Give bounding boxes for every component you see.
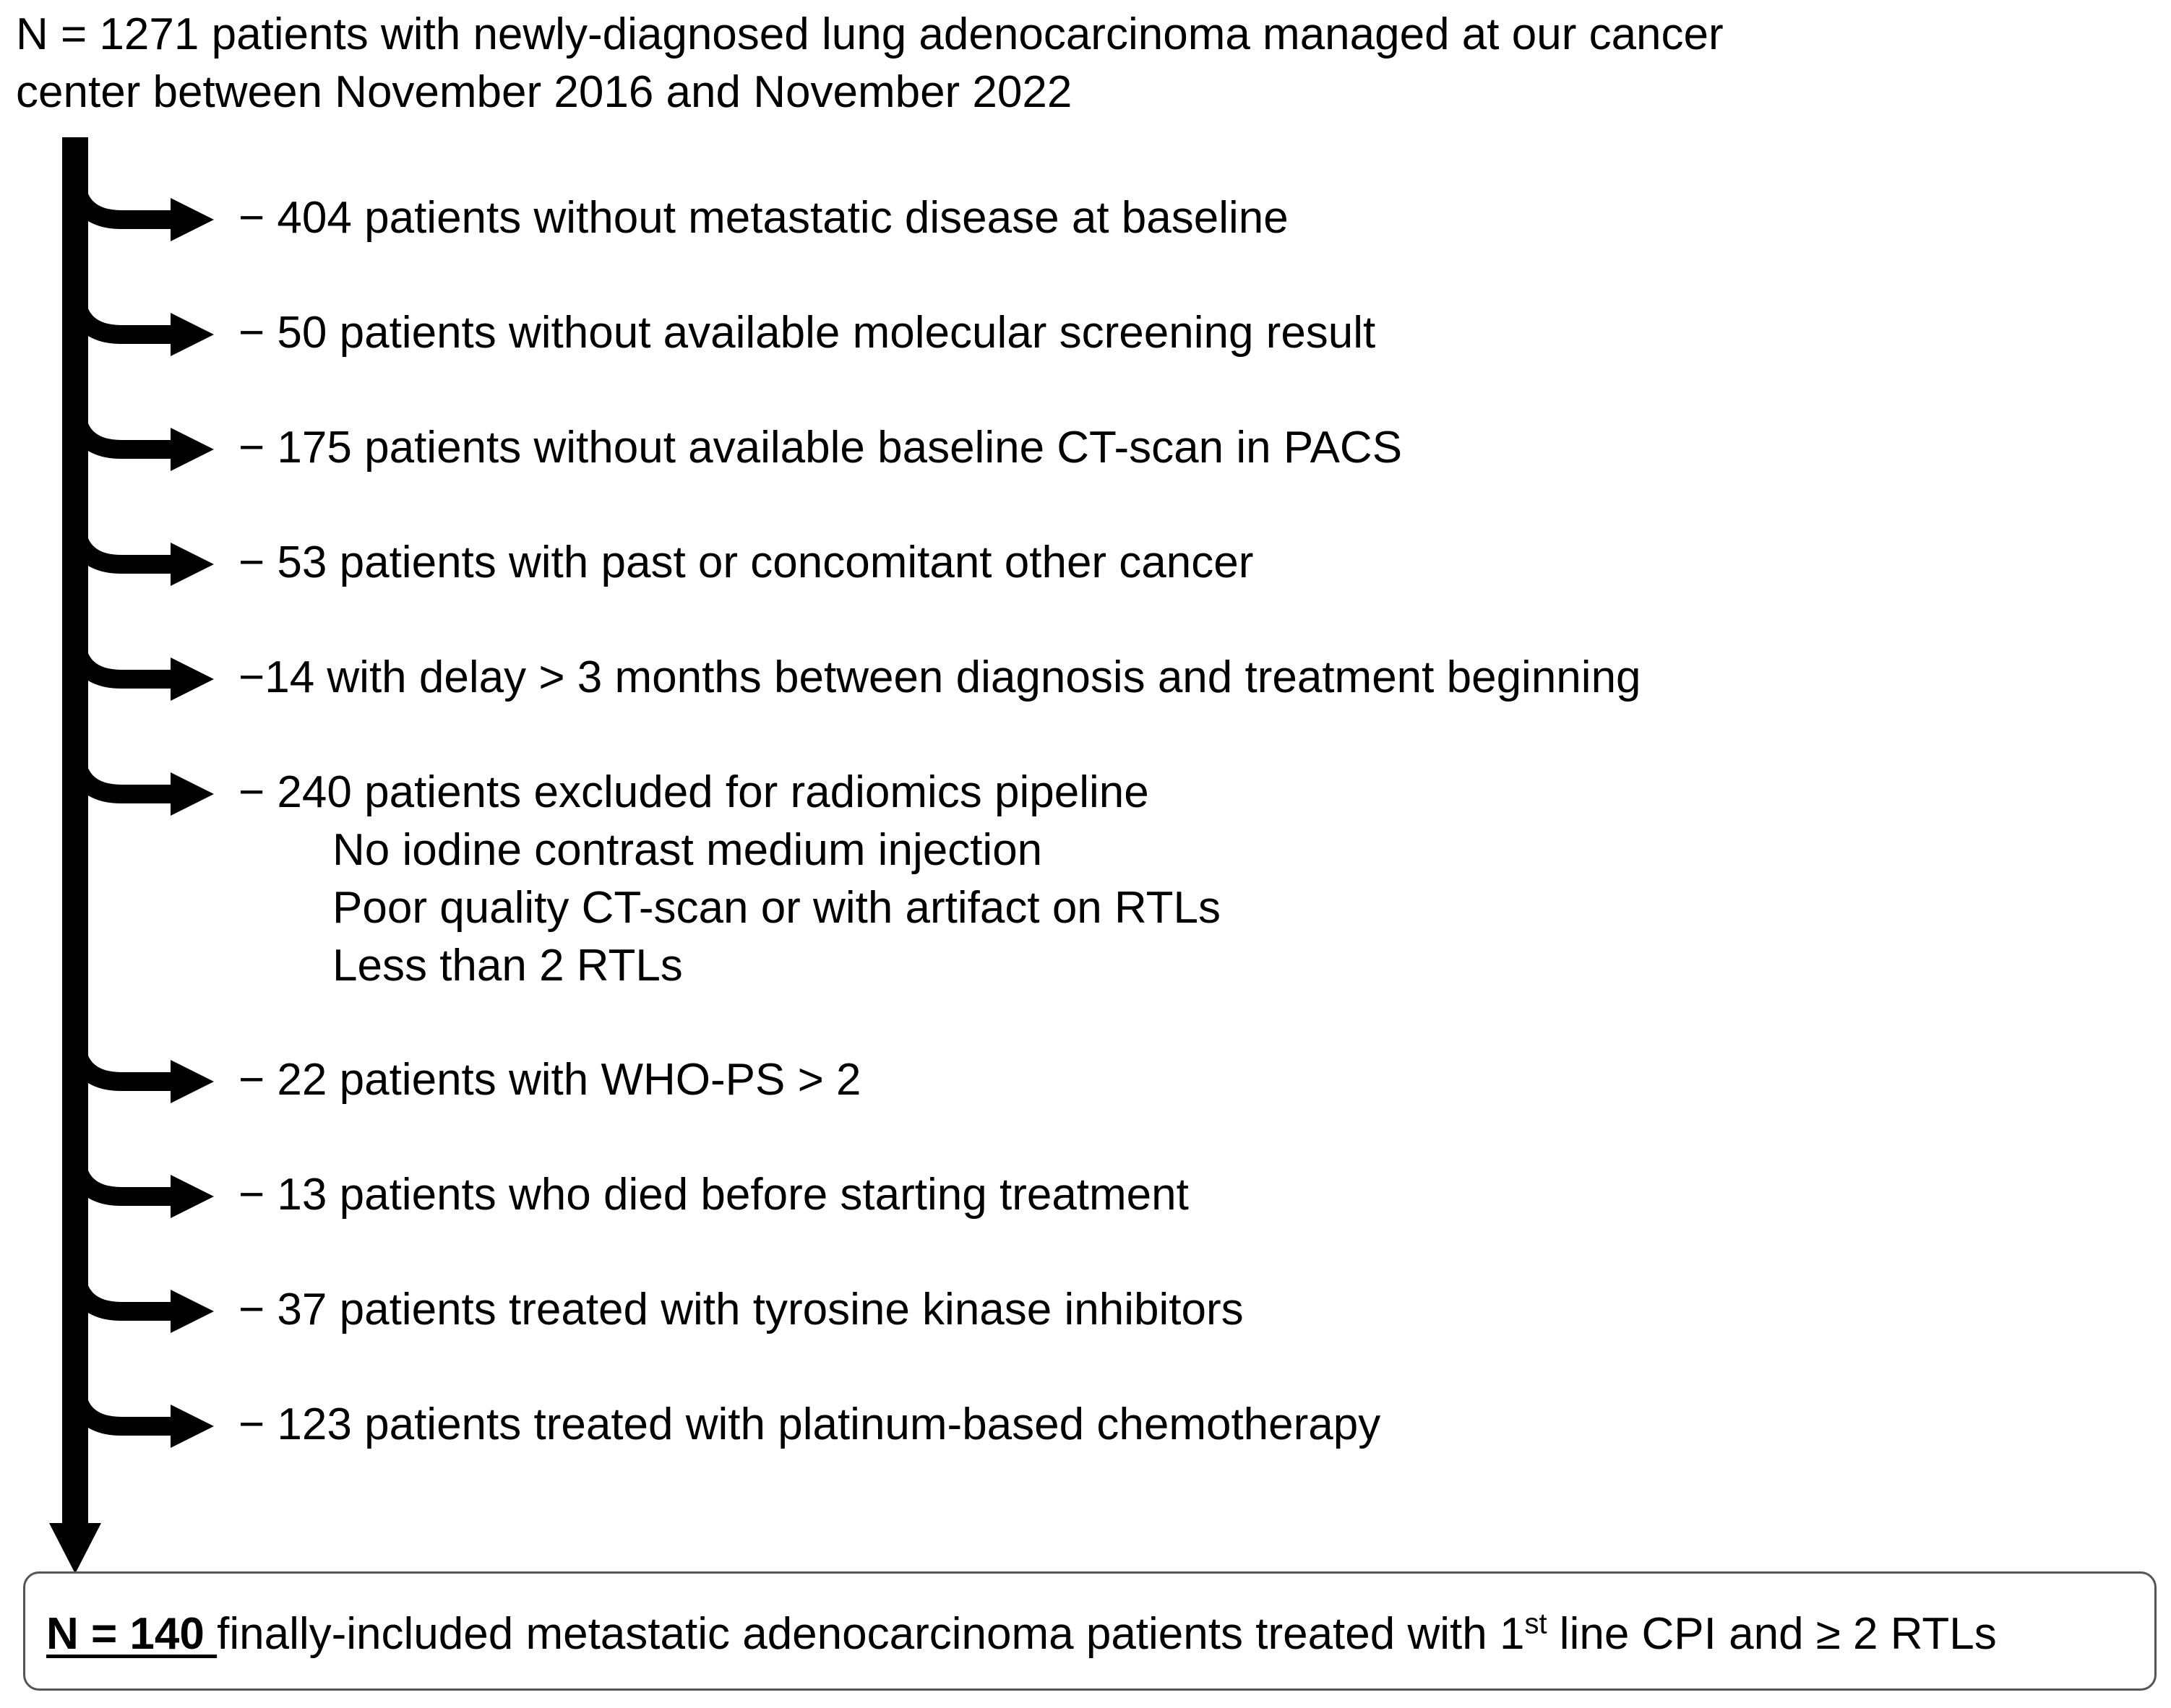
final-cohort-superscript: st xyxy=(1524,1608,1547,1640)
exclusion-text: − 37 patients treated with tyrosine kinase inhibitors xyxy=(238,1285,1244,1334)
final-cohort-description: finally-included metastatic adenocarcinoma patients treated with 1 xyxy=(217,1609,1525,1659)
branch-arrow-line xyxy=(75,1265,173,1311)
branch-arrow-line xyxy=(75,518,173,564)
cohort-header-line-1: N = 1271 patients with newly-diagnosed lung adenocarcinoma managed at our cancer xyxy=(16,9,1724,59)
branch-arrow-line xyxy=(75,288,173,335)
branch-arrows xyxy=(75,173,214,1448)
exclusion-text: − 13 patients who died before starting treatment xyxy=(238,1170,1189,1220)
branch-arrow-line xyxy=(75,748,173,794)
branch-arrowhead xyxy=(171,1290,214,1333)
exclusion-text: − 240 patients excluded for radiomics pipeline xyxy=(238,767,1149,817)
exclusion-text: − 123 patients treated with platinum-based chemotherapy xyxy=(238,1399,1381,1449)
exclusion-item xyxy=(238,534,1253,592)
branch-arrow-line xyxy=(75,1380,173,1426)
branch-arrowhead xyxy=(171,657,214,701)
exclusion-subitem: Poor quality CT-scan or with artifact on RTLs xyxy=(332,883,1221,933)
final-cohort-text xyxy=(46,1605,1997,1663)
branch-arrowhead xyxy=(171,543,214,586)
cohort-header xyxy=(16,6,1967,121)
exclusion-item xyxy=(238,1166,1189,1224)
branch-arrowhead xyxy=(171,1405,214,1448)
final-cohort-description-end: line CPI and ≥ 2 RTLs xyxy=(1547,1609,1997,1659)
branch-arrowhead xyxy=(171,772,214,816)
exclusion-text: − 53 patients with past or concomitant other cancer xyxy=(238,538,1254,587)
exclusion-item xyxy=(238,304,1375,362)
exclusion-item xyxy=(238,1281,1244,1339)
exclusion-item xyxy=(238,649,1641,707)
exclusion-item xyxy=(238,189,1289,247)
exclusion-text: − 404 patients without metastatic disease at baseline xyxy=(238,193,1289,243)
branch-arrowhead xyxy=(171,198,214,241)
exclusion-item-radiomics xyxy=(238,764,1221,995)
exclusion-item xyxy=(238,1396,1380,1454)
exclusion-subitem: Less than 2 RTLs xyxy=(332,941,683,991)
main-trunk-arrowhead xyxy=(49,1523,101,1574)
branch-arrow-line xyxy=(75,633,173,679)
final-cohort-count: N = 140 xyxy=(46,1609,218,1659)
exclusion-text: −14 with delay > 3 months between diagnosis and treatment beginning xyxy=(238,652,1641,702)
cohort-header-line-2: center between November 2016 and November 2022 xyxy=(16,67,1072,117)
branch-arrow-line xyxy=(75,403,173,449)
exclusion-item xyxy=(238,1051,861,1109)
exclusion-text: − 22 patients with WHO-PS > 2 xyxy=(238,1055,861,1105)
exclusion-item xyxy=(238,419,1402,477)
branch-arrow-line xyxy=(75,173,173,220)
exclusion-text: − 175 patients without available baseline CT-scan in PACS xyxy=(238,423,1403,473)
branch-arrowhead xyxy=(171,1060,214,1103)
branch-arrowhead xyxy=(171,313,214,356)
exclusion-subitem: No iodine contrast medium injection xyxy=(332,825,1043,875)
exclusion-text: − 50 patients without available molecular screening result xyxy=(238,308,1376,358)
branch-arrowhead xyxy=(171,428,214,471)
branch-arrowhead xyxy=(171,1175,214,1218)
branch-arrow-line xyxy=(75,1150,173,1196)
branch-arrow-line xyxy=(75,1035,173,1082)
